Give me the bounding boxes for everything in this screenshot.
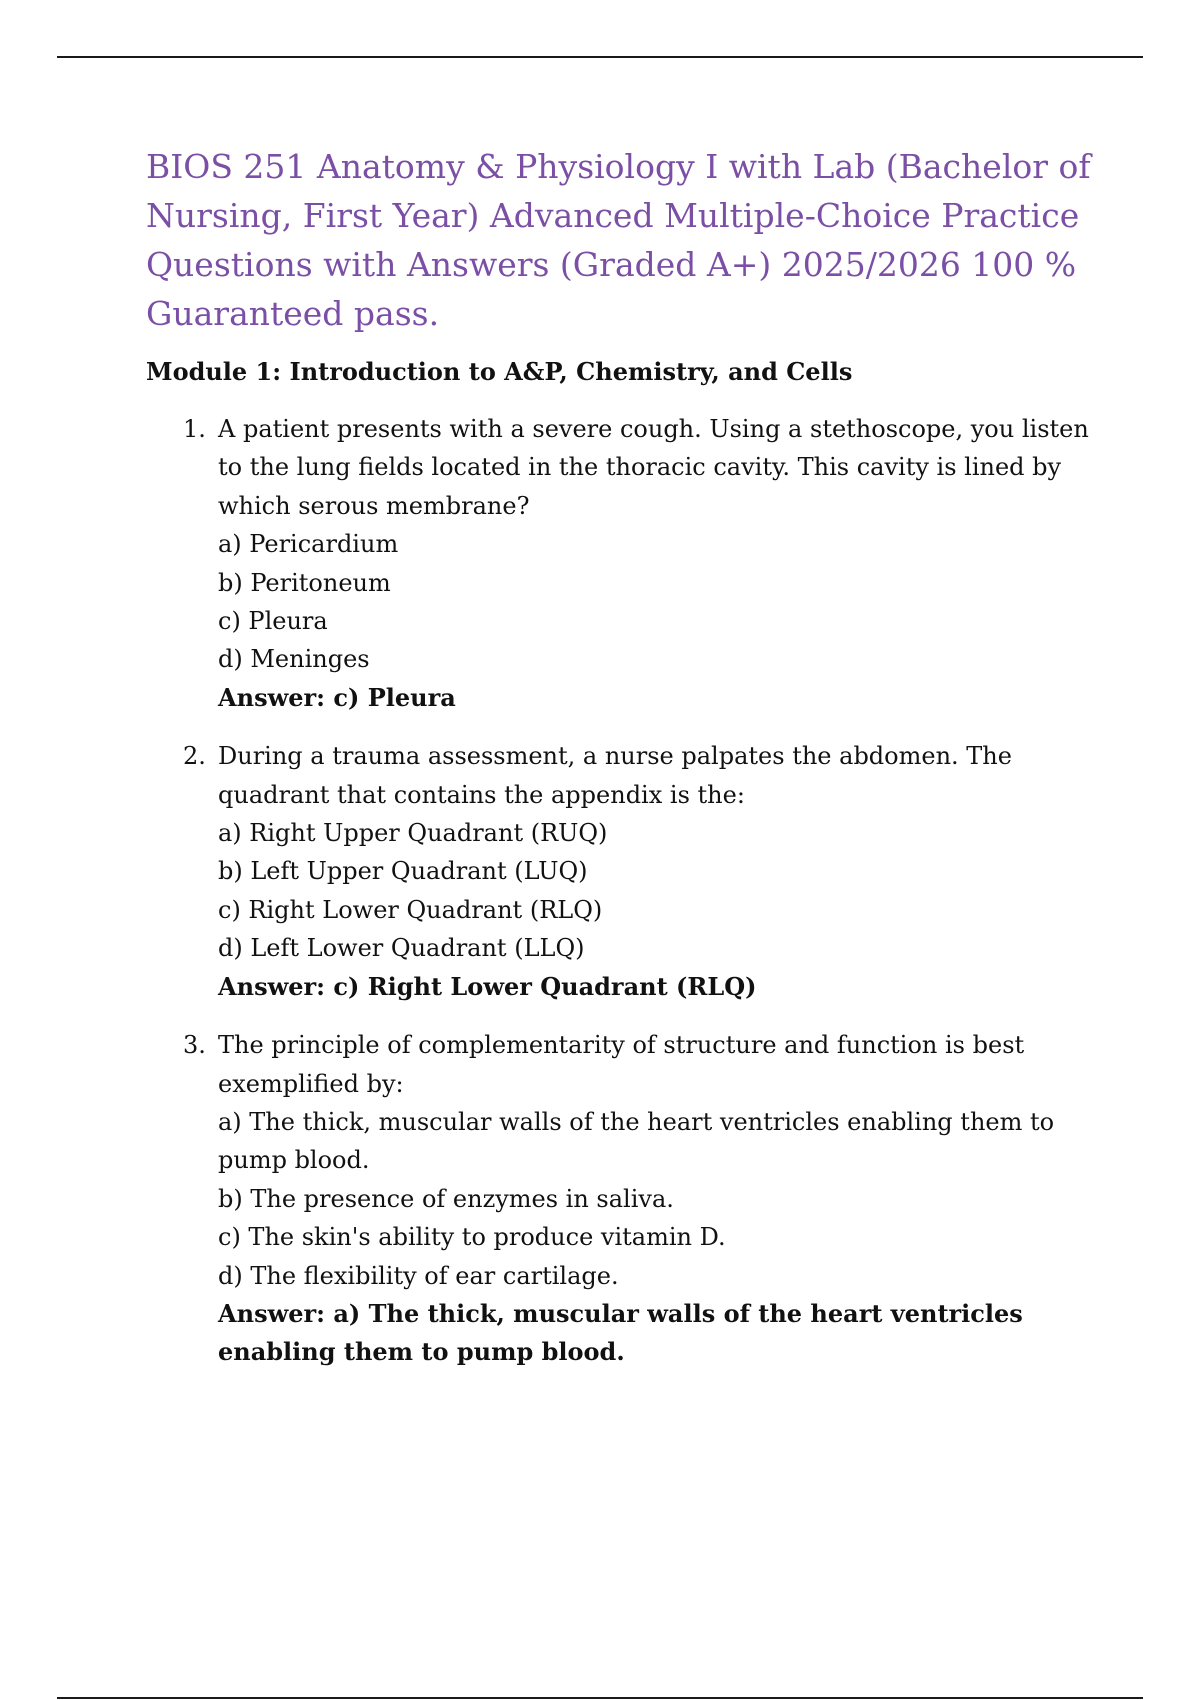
answer-option: b) Peritoneum xyxy=(218,568,391,597)
question-list xyxy=(146,410,1106,1372)
answer-option: d) Meninges xyxy=(218,645,370,674)
question-text: During a trauma assessment, a nurse palpates the abdomen. The quadrant that contains the appendix is the: xyxy=(218,742,1012,809)
question-number: 1. xyxy=(183,415,206,443)
correct-answer: Answer: c) Pleura xyxy=(218,682,456,712)
question-item xyxy=(146,410,1106,717)
answer-option: c) Right Lower Quadrant (RLQ) xyxy=(218,895,603,924)
question-item xyxy=(146,737,1106,1006)
answer-option: c) Pleura xyxy=(218,607,328,636)
answer-option: d) The flexibility of ear cartilage. xyxy=(218,1261,619,1290)
module-heading: Module 1: Introduction to A&P, Chemistry, and Cells xyxy=(146,357,853,386)
correct-answer: Answer: c) Right Lower Quadrant (RLQ) xyxy=(218,971,757,1001)
question-number: 2. xyxy=(183,742,206,771)
answer-option: a) Right Upper Quadrant (RUQ) xyxy=(218,819,608,848)
header-rule xyxy=(57,56,1143,58)
question-text: A patient presents with a severe cough. Using a stethoscope, you listen to the lung fields located in the thoracic cavity. This cavity is lined by which serous membrane? xyxy=(218,415,1089,520)
footer-rule xyxy=(57,1697,1143,1699)
question-number: 3. xyxy=(183,1031,206,1060)
answer-option: d) Left Lower Quadrant (LLQ) xyxy=(218,934,585,963)
answer-option: b) Left Upper Quadrant (LUQ) xyxy=(218,857,588,886)
answer-option: c) The skin's ability to produce vitamin D. xyxy=(218,1223,726,1252)
question-item xyxy=(146,1026,1106,1372)
correct-answer: Answer: a) The thick, muscular walls of the heart ventricles enabling them to pump blood. xyxy=(218,1298,1023,1367)
answer-option: a) Pericardium xyxy=(218,530,399,559)
answer-option: b) The presence of enzymes in saliva. xyxy=(218,1184,674,1213)
question-text: The principle of complementarity of structure and function is best exemplified by: xyxy=(218,1031,1025,1098)
answer-option: a) The thick, muscular walls of the heart ventricles enabling them to pump blood. xyxy=(218,1107,1055,1175)
document-title: BIOS 251 Anatomy & Physiology I with Lab (Bachelor of Nursing, First Year) Advanced Multiple-Choice Practice Questions with Answers (Graded A+) 2025/2026 100 % Guaranteed pass. xyxy=(146,147,1091,333)
document-body xyxy=(146,142,1106,1392)
